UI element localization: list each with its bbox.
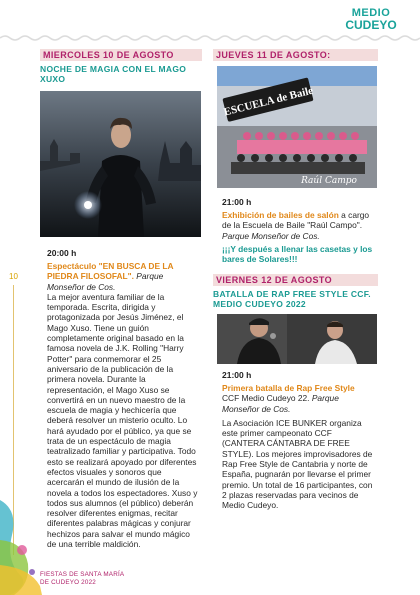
- photo-sign-text: ESCUELA de Baile: [222, 84, 315, 119]
- brand-line-1: MEDIO: [351, 7, 391, 19]
- event-description: La Asociación ICE BUNKER organiza este primer campeonato CCF (CANTERA CÁNTABRA DE FREE STYLE). Los mejores improvisadores de Rap Free Style de Cantabria y norte de España, pugnarán por llevarse el primer premio. Un total de 16 participantes, con 2 plazas reservadas para vecinos de Medio Cudeyo.: [222, 417, 373, 511]
- left-column: [40, 49, 202, 84]
- event-description: La mejor aventura familiar de la temporada. Escrita, dirigida y protagonizada por Jesús Jiménez, el Mago Xuso. Tiene un guión completamente original basado en la famosa novela de J.K. Rolling "Harry Potter" para conmemorar el 25 aniversario de la publicación de la primera novela. Durante la representación, el Mago Xuso se convertirá en un nuevo maestro de la escuela de magia y hechicería que deberá resolver un misterio oculto. Lo hará ayudado por el público, ya que se trata de un espectáculo de magia teatralizado familiar y participativa. Todo esto se realizará apoyado por diferentes efectos visuales y sonoros que acercarán el mundo de ilusión de la novela a todos los espectadores. Xuso y todos sus alumnos (el público) deberán resolver diferentes enigmas, recitar diferentes palabras mágicas y conjurar hechizos para salvar el mundo mágico de una terrible maldición.: [47, 291, 198, 550]
- event-title-magic: [40, 64, 202, 84]
- event-show-name: Primera batalla de Rap Free Style: [222, 383, 355, 393]
- event-venue: Parque Monseñor de Cos.: [47, 271, 164, 292]
- rap-battle-photo: [217, 314, 377, 364]
- event-note: ¡¡¡Y después a llenar las casetas y los bares de Solares!!!: [222, 243, 373, 265]
- event-title-rap: [213, 289, 378, 309]
- footer-line-1: FIESTAS DE SANTA MARÍA: [40, 571, 125, 578]
- footer-line-2: DE CUDEYO 2022: [40, 579, 96, 586]
- dance-school-photo: [217, 66, 377, 188]
- right-bottom-event-text: [222, 370, 374, 511]
- event-title-line-1: BATALLA DE RAP FREE STYLE CCF.: [213, 289, 371, 299]
- day-header-thursday: JUEVES 11 DE AGOSTO:: [213, 49, 378, 61]
- right-top-event-text: [222, 197, 374, 264]
- rap-battle-illustration: [217, 314, 377, 364]
- event-lead: [222, 210, 374, 241]
- event-title-line-2: MEDIO CUDEYO 2022: [213, 299, 306, 309]
- brand-line-2: CUDEYO: [345, 18, 397, 32]
- event-show-name: Exhibición de bailes de salón: [222, 210, 339, 220]
- page-number: 10: [9, 272, 18, 281]
- event-host: a cargo de la Escuela de Baile "Raúl Campo".: [222, 210, 370, 231]
- footer: [40, 571, 124, 587]
- event-title-line-2: XUXO: [40, 74, 66, 84]
- event-time: 21:00 h: [222, 197, 252, 207]
- decorative-wave-band: [0, 34, 420, 42]
- photo-script-text: Raúl Campo: [301, 176, 357, 186]
- event-venue: Parque Monseñor de Cos.: [222, 230, 320, 241]
- magician-photo: [40, 91, 201, 237]
- dance-school-illustration: [217, 66, 377, 188]
- event-show-name: Espectáculo "EN BUSCA DE LA PIEDRA FILOSOFAL".: [47, 261, 174, 282]
- magician-illustration: [40, 91, 201, 237]
- right-bottom-column: [213, 274, 378, 309]
- event-lead: [47, 261, 199, 292]
- left-event-text: [47, 248, 199, 549]
- day-header-wednesday: MIERCOLES 10 DE AGOSTO: [40, 49, 202, 61]
- right-top-column: [213, 49, 378, 61]
- event-title-line-1: NOCHE DE MAGIA CON EL MAGO: [40, 64, 187, 74]
- event-host: CCF Medio Cudeyo 22.: [222, 393, 310, 404]
- event-time: 20:00 h: [47, 248, 77, 258]
- brand-logo: [336, 7, 406, 31]
- event-lead: [222, 383, 374, 414]
- day-header-friday: VIERNES 12 DE AGOSTO: [213, 274, 378, 286]
- event-venue: Parque Monseñor de Cos.: [222, 393, 339, 414]
- event-time: 21:00 h: [222, 370, 252, 380]
